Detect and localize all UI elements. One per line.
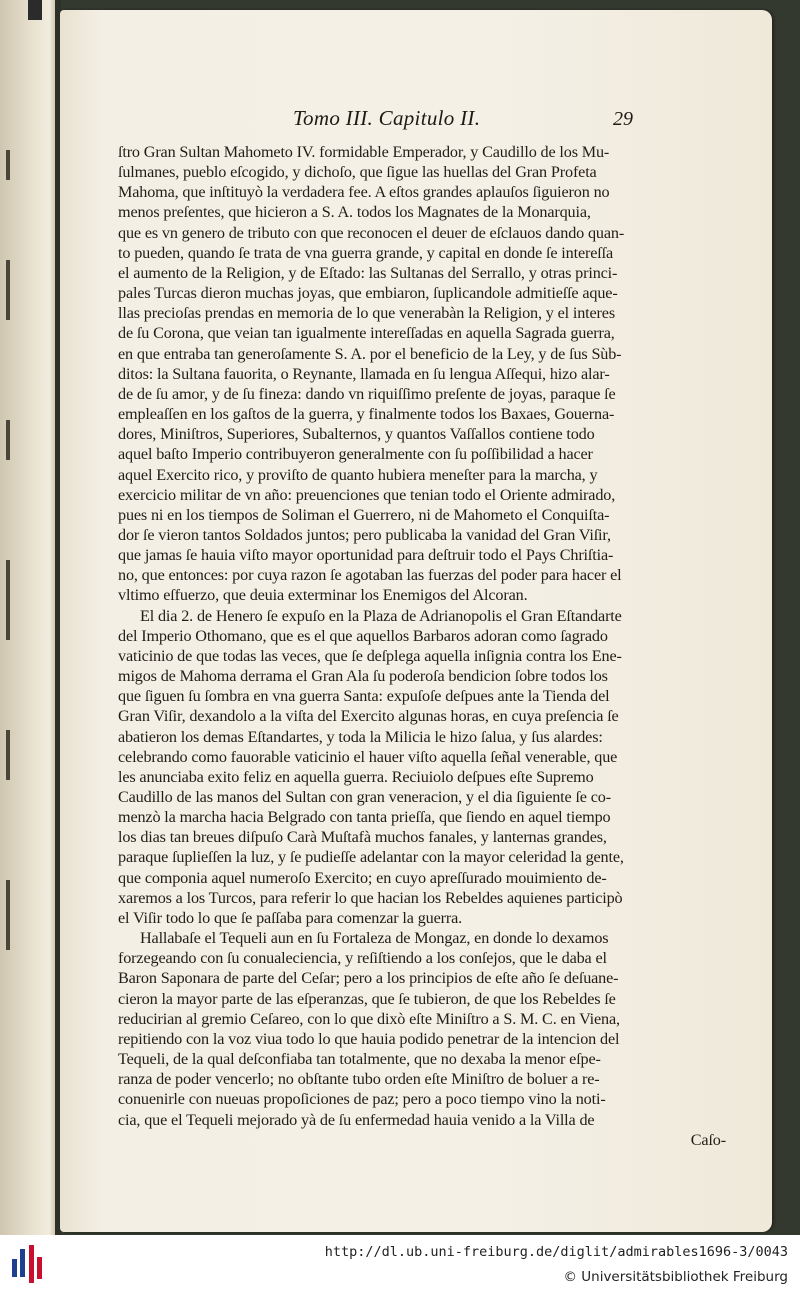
text-line: llas precioſas prendas en memoria de lo que venerabàn la Religion, y el interes <box>118 304 615 323</box>
text-line: reducirian al gremio Ceſareo, con lo que dixò eſte Miniſtro a S. M. C. en Viena, <box>118 1009 620 1028</box>
text-line: Mahoma, que inſtituyò la verdadera fee. A eſtos grandes aplauſos ſiguieron no <box>118 183 610 202</box>
text-line: ditos: la Sultana fauorita, o Reynante, llamada en ſu lengua Aſſequi, hizo alar- <box>118 364 610 383</box>
book-page <box>60 10 772 1232</box>
text-line: xaremos a los Turcos, para referir lo que hacian los Rebeldes aquienes participò <box>118 888 623 907</box>
running-head: Tomo III. Capitulo II. <box>293 106 481 130</box>
text-line: aquel baſto Imperio contribuyeron generalmente con ſu poſſibilidad a hacer <box>118 445 593 464</box>
text-line: Caudillo de las manos del Sultan con gran veneracion, y el dia ſiguiente ſe co- <box>118 788 611 806</box>
text-line: ranza de poder vencerlo; no obſtante tubo orden eſte Miniſtro de boluer a re- <box>118 1070 600 1089</box>
text-line: cia, que el Tequeli mejorado yà de ſu enfermedad hauia venido a la Villa de <box>118 1110 595 1129</box>
text-line: repitiendo con la voz viua todo lo que hauia podido penetrar de la intencion del <box>118 1029 620 1048</box>
text-line: Hallabaſe el Tequeli aun en ſu Fortaleza de Mongaz, en donde lo dexamos <box>140 929 609 948</box>
text-line: de ſu Corona, que veian tan igualmente intereſſadas en aquella Sagrada guerra, <box>118 324 615 343</box>
text-line: de de ſu amor, y de ſu fineza: dando vn riquiſſimo preſente de joyas, paraque ſe <box>118 384 616 403</box>
text-line: migos de Mahoma derrama el Gran Ala ſu poderoſa bendicion ſobre todos los <box>118 667 608 686</box>
text-line: les anunciaba exito feliz en aquella guerra. Reciuiolo deſpues eſte Supremo <box>118 767 594 786</box>
text-line: que componia aquel numeroſo Exercito; en cuyo apreſſurado mouimiento de- <box>118 868 607 887</box>
text-line: Tequeli, de la qual deſconfiaba tan totalmente, que no dexaba la menor eſpe- <box>118 1050 601 1069</box>
text-line: Gran Viſir, dexandolo a la viſta del Exercito algunas horas, en cuya preſencia ſe <box>118 707 619 726</box>
text-line: vaticinio de que todas las veces, que ſe deſplega aquella inſignia contra los Ene- <box>118 646 622 665</box>
text-line: menos preſentes, que hicieron a S. A. todos los Magnates de la Monarquia, <box>118 203 591 222</box>
text-line: el aumento de la Religion, y de Eſtado: las Sultanas del Serrallo, y otras princi- <box>118 263 618 282</box>
text-line: forzegeando con ſu conualeciencia, y reſiſtiendo a los conſejos, que le daba el <box>118 949 607 968</box>
text-line: Caſo- <box>690 1130 726 1149</box>
text-line: ſulmanes, pueblo eſcogido, y dichoſo, que ſigue las huellas del Gran Profeta <box>118 163 597 182</box>
logo-bar <box>37 1257 42 1279</box>
text-line: celebrando como fauorable vaticinio el hauer viſto aquella ſeñal venerable, que <box>118 747 618 766</box>
text-line: El dia 2. de Henero ſe expuſo en la Plaza de Adrianopolis el Gran Eſtandarte <box>140 606 622 625</box>
text-line: menzò la marcha hacia Belgrado con tanta prieſſa, que ſiendo en aquel tiempo <box>118 808 611 827</box>
text-line: abatieron los demas Eſtandartes, y toda la Milicia le hizo ſalua, y ſus alardes: <box>118 727 603 746</box>
text-line: exercicio militar de vn año: preuenciones que tenian todo el Oriente admirado, <box>118 485 616 504</box>
logo-bar <box>20 1249 25 1277</box>
text-line: Baron Saponara de parte del Ceſar; pero a los principios de eſte año ſe deſuane- <box>118 969 619 988</box>
text-line: dores, Miniſtros, Superiores, Subalternos, y quantos Vaſſallos contiene todo <box>118 425 595 444</box>
text-line: to pueden, quando ſe trata de vna guerra grande, y capital en donde ſe intereſſa <box>118 243 613 262</box>
text-line: pues ni en los tiempos de Soliman el Guerrero, ni de Mahometo el Conquiſta- <box>118 505 610 524</box>
page-header <box>60 106 772 138</box>
university-logo-icon[interactable] <box>12 1245 42 1283</box>
text-line: que es vn genero de tributo con que reconocen el deuer de eſclauos dando quan- <box>118 223 625 242</box>
text-line: que ſiguen ſu ſombra en vna guerra Santa: expuſoſe deſpues ante la Tienda del <box>118 687 610 706</box>
text-line: del Imperio Othomano, que es el que aquellos Barbaros adoran como ſagrado <box>118 626 608 645</box>
facing-page-edge <box>0 0 58 1235</box>
text-line: que jamas ſe hauia viſto mayor oportunidad para deſtruir todo el Pays Chriſtia- <box>118 546 614 565</box>
text-line: ſtro Gran Sultan Mahometo IV. formidable Emperador, y Caudillo de los Mu- <box>118 143 610 161</box>
text-line: los dias tan breues diſpuſo Carà Muſtafà muchos fanales, y lanternas grandes, <box>118 828 607 847</box>
copyright-notice: © Universitätsbibliothek Freiburg <box>563 1269 788 1285</box>
bookmark-ribbon <box>28 0 42 20</box>
text-line: dor ſe vieron tantos Soldados juntos; pero publicaba la vanidad del Gran Viſir, <box>118 525 611 544</box>
text-line: paraque ſuplieſſen la luz, y ſe pudieſſe adelantar con la mayor celeridad la gente, <box>118 848 624 867</box>
logo-bar <box>29 1245 34 1283</box>
logo-bar <box>12 1259 17 1277</box>
body-text <box>118 142 726 1150</box>
viewer-footer <box>0 1235 800 1293</box>
text-line: empleaſſen en los gaſtos de la guerra, y finalmente todos los Baxaes, Gouerna- <box>118 405 615 424</box>
text-line: vltimo eſfuerzo, que deuia exterminar los Enemigos del Alcoran. <box>118 586 528 605</box>
text-line: el Viſir todo lo que ſe paſſaba para comenzar la guerra. <box>118 908 463 927</box>
text-line: en que entraba tan generoſamente S. A. por el beneficio de la Ley, y de ſus Sùb- <box>118 344 622 363</box>
source-url-link[interactable]: http://dl.ub.uni-freiburg.de/diglit/admirables1696-3/0043 <box>324 1244 788 1260</box>
text-line: no, que entonces: por cuya razon ſe agotaban las fuerzas del poder para hacer el <box>118 566 622 585</box>
page-number: 29 <box>613 108 633 130</box>
text-line: cieron la mayor parte de las eſperanzas, que ſe tubieron, de que los Rebeldes ſe <box>118 989 616 1008</box>
text-line: conuenirle con nueuas propoſiciones de paz; pero a poco tiempo vino la noti- <box>118 1090 606 1109</box>
text-line: aquel Exercito rico, y proviſto de quanto hubiera meneſter para la marcha, y <box>118 465 598 484</box>
text-line: pales Turcas dieron muchas joyas, que embiaron, ſuplicandole admitieſſe aque- <box>118 284 618 303</box>
